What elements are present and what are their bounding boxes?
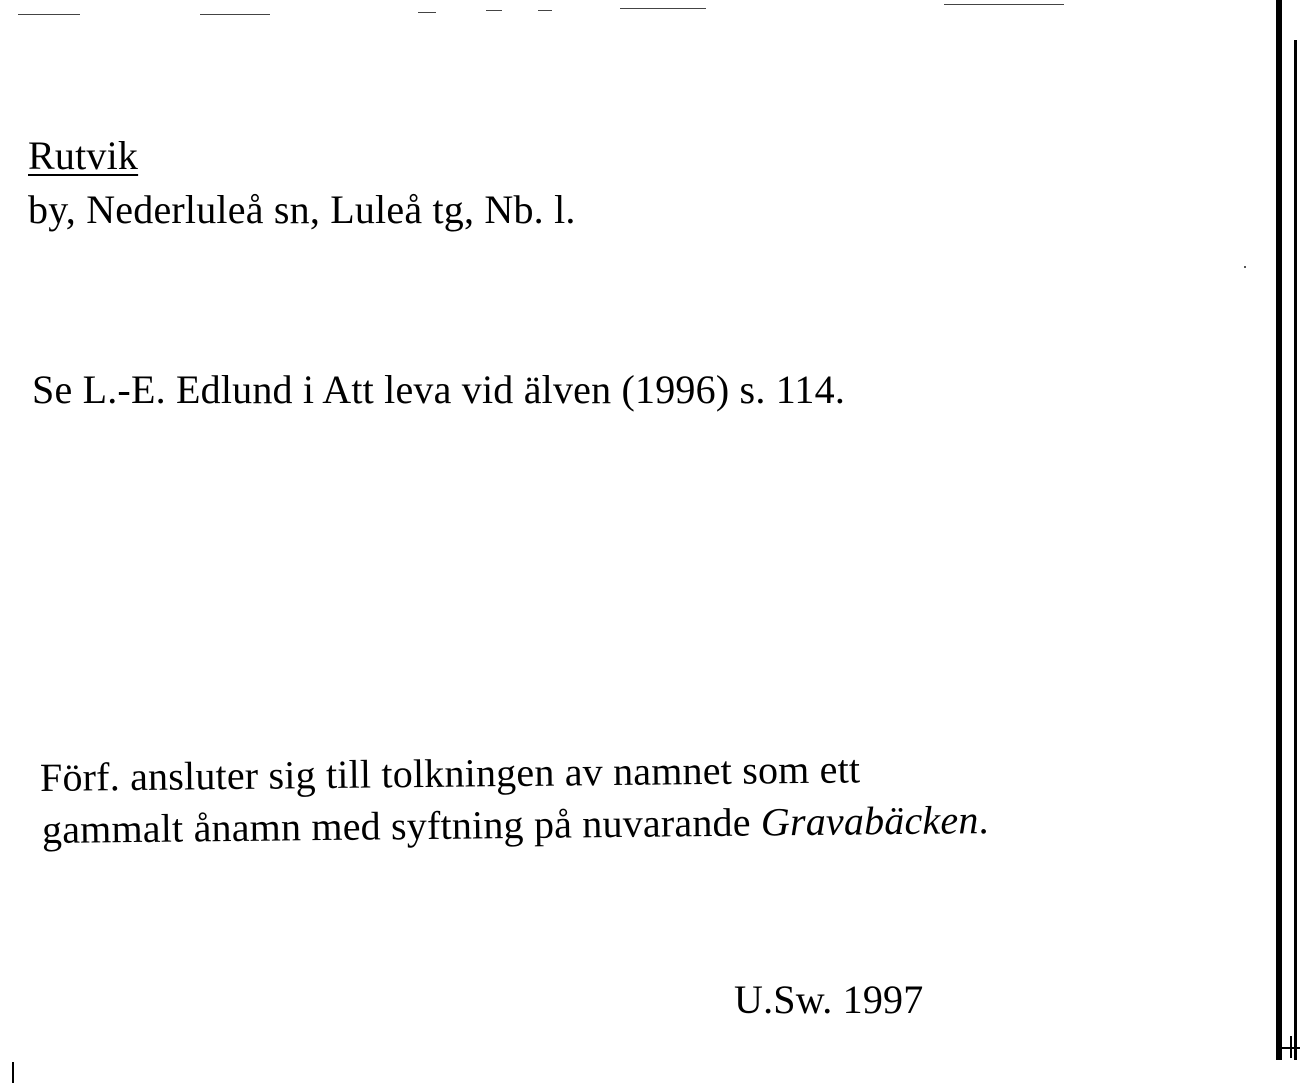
comment-line-2 [41,797,989,852]
comment-line-2-italic: Gravabäcken [760,797,979,845]
corner-crop-mark [1290,1036,1292,1058]
scan-artifact [944,4,1064,5]
signature: U.Sw. 1997 [734,977,924,1022]
comment-line-2-text: gammalt ånamn med syftning på nuvarande [41,799,762,852]
headword: Rutvik [28,133,139,178]
location-line: by, Nederluleå sn, Luleå tg, Nb. l. [28,187,576,232]
scan-artifact [620,8,706,9]
comment-line-2-end: . [978,797,989,843]
scan-artifact [200,14,270,15]
card-right-edge-inner [1294,40,1297,1060]
corner-crop-mark [1278,1047,1300,1049]
comment-line-1: Förf. ansluter sig till tolkningen av namnet som ett [39,746,861,800]
scan-artifact [486,10,502,11]
reference-line: Se L.-E. Edlund i Att leva vid älven (1996) s. 114. [32,367,846,412]
left-edge-tick [12,1062,14,1083]
scan-artifact [18,14,80,15]
scan-artifact [418,12,436,13]
card-right-edge [1276,0,1282,1060]
scan-artifact [1244,266,1246,268]
scan-artifact [538,10,552,11]
